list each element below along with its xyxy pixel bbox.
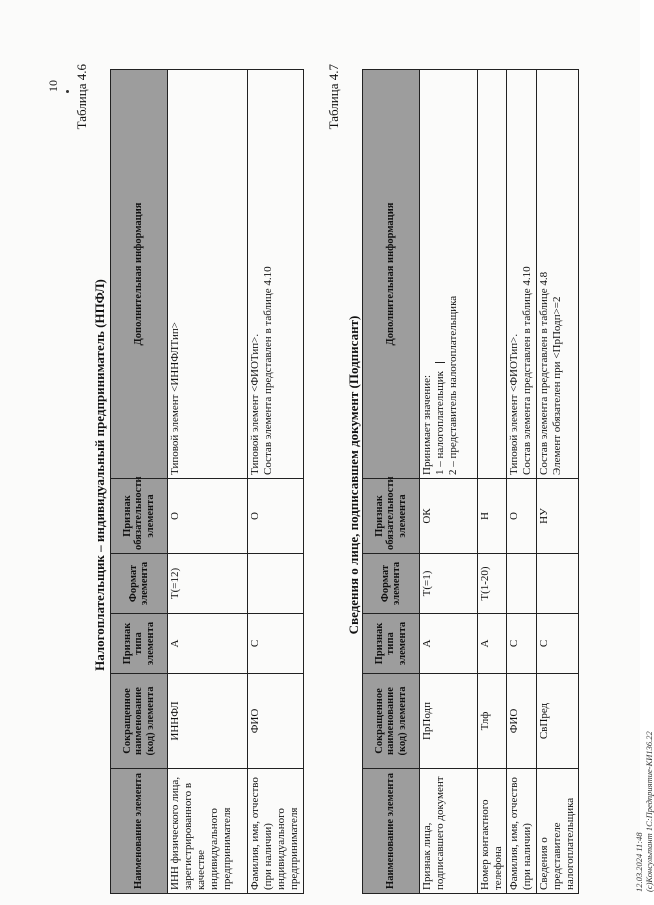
cell-name: Номер контактного телефона xyxy=(478,769,507,894)
cell-required: Н xyxy=(478,479,507,554)
stamp-date: 12.03.2024 11:48 xyxy=(634,832,644,892)
table-row xyxy=(420,70,478,894)
cell-format: Т(=1) xyxy=(420,554,478,614)
header-format: Формат элемента xyxy=(111,554,168,614)
cell-info xyxy=(248,70,304,479)
cell-info xyxy=(478,70,507,479)
table-row xyxy=(537,70,579,894)
text-cursor-mark xyxy=(435,362,445,363)
rotated-document-content xyxy=(30,50,654,900)
cell-name: ИНН физического лица, зарегистрированного в качестве индивидуального предпринимателя xyxy=(168,769,248,894)
cell-name: Признак лица, подписавшего документ xyxy=(420,769,478,894)
table-row xyxy=(478,70,507,894)
cell-required: О xyxy=(168,479,248,554)
cell-format: Т(=12) xyxy=(168,554,248,614)
header-required: Признак обязательности элемента xyxy=(363,479,420,554)
header-name: Наименование элемента xyxy=(363,769,420,894)
cell-name: Фамилия, имя, отчество (при наличии) xyxy=(507,769,537,894)
header-type: Признак типа элемента xyxy=(111,614,168,674)
info-line: Типовой элемент <ФИОТип>. xyxy=(249,333,261,475)
info-line: Типовой элемент <ФИОТип>. xyxy=(508,333,520,475)
cell-code: СвПред xyxy=(537,674,579,769)
cell-required: ОК xyxy=(420,479,478,554)
header-required: Признак обязательности элемента xyxy=(111,479,168,554)
cell-name: Сведения о представителе налогоплательщика xyxy=(537,769,579,894)
header-code: Сокращенное наименование (код) элемента xyxy=(111,674,168,769)
cell-required: О xyxy=(507,479,537,554)
table-4-7 xyxy=(362,69,579,894)
table-4-6 xyxy=(110,69,304,894)
info-line: 1 – налогоплательщик xyxy=(434,73,447,475)
print-stamp xyxy=(634,731,654,892)
cell-format: Т(1-20) xyxy=(478,554,507,614)
header-code: Сокращенное наименование (код) элемента xyxy=(363,674,420,769)
cell-type: С xyxy=(507,614,537,674)
table-4-6-label: Таблица 4.6 xyxy=(74,64,89,130)
cell-name: Фамилия, имя, отчество (при наличии) индивидуального предпринимателя xyxy=(248,769,304,894)
cell-code: ПрПодп xyxy=(420,674,478,769)
table-row xyxy=(248,70,304,894)
page-number: 10 xyxy=(46,80,60,92)
cell-type: А xyxy=(478,614,507,674)
cell-code: ФИО xyxy=(248,674,304,769)
cell-code: Тлф xyxy=(478,674,507,769)
table-row xyxy=(168,70,248,894)
cell-info xyxy=(420,70,478,479)
cell-type: А xyxy=(420,614,478,674)
info-line: 2 – представитель налогоплательщика xyxy=(447,295,459,475)
info-line: Элемент обязателен при <ПрПодп>=2 xyxy=(551,296,563,475)
cell-code: ФИО xyxy=(507,674,537,769)
info-line: Типовой элемент <ИННФЛТип> xyxy=(169,322,181,475)
cell-required: О xyxy=(248,479,304,554)
stamp-source: (c)Консультант 1С:Предприятие-КИ136.22 xyxy=(644,731,654,892)
cell-type: С xyxy=(537,614,579,674)
cell-format xyxy=(507,554,537,614)
header-name: Наименование элемента xyxy=(111,769,168,894)
cell-format xyxy=(248,554,304,614)
info-line: Состав элемента представлен в таблице 4.10 xyxy=(262,266,274,475)
table-4-6-caption: Налогоплательщик – индивидуальный предприниматель (НПФЛ) xyxy=(92,279,107,671)
cell-info xyxy=(537,70,579,479)
cell-type: А xyxy=(168,614,248,674)
cell-format xyxy=(537,554,579,614)
info-line: Состав элемента представлен в таблице 4.8 xyxy=(538,271,550,475)
cell-required: НУ xyxy=(537,479,579,554)
header-info: Дополнительная информация xyxy=(111,70,168,479)
cell-code: ИННФЛ xyxy=(168,674,248,769)
header-format: Формат элемента xyxy=(363,554,420,614)
header-info: Дополнительная информация xyxy=(363,70,420,479)
table-header-row xyxy=(363,70,420,894)
cell-type: С xyxy=(248,614,304,674)
header-type: Признак типа элемента xyxy=(363,614,420,674)
cell-info xyxy=(168,70,248,479)
table-header-row xyxy=(111,70,168,894)
info-line: Принимает значение: xyxy=(421,374,433,475)
table-row xyxy=(507,70,537,894)
info-line: Состав элемента представлен в таблице 4.10 xyxy=(521,266,533,475)
table-4-7-label: Таблица 4.7 xyxy=(326,64,341,130)
cell-info xyxy=(507,70,537,479)
table-4-7-caption: Сведения о лице, подписавшем документ (Подписант) xyxy=(346,315,361,635)
